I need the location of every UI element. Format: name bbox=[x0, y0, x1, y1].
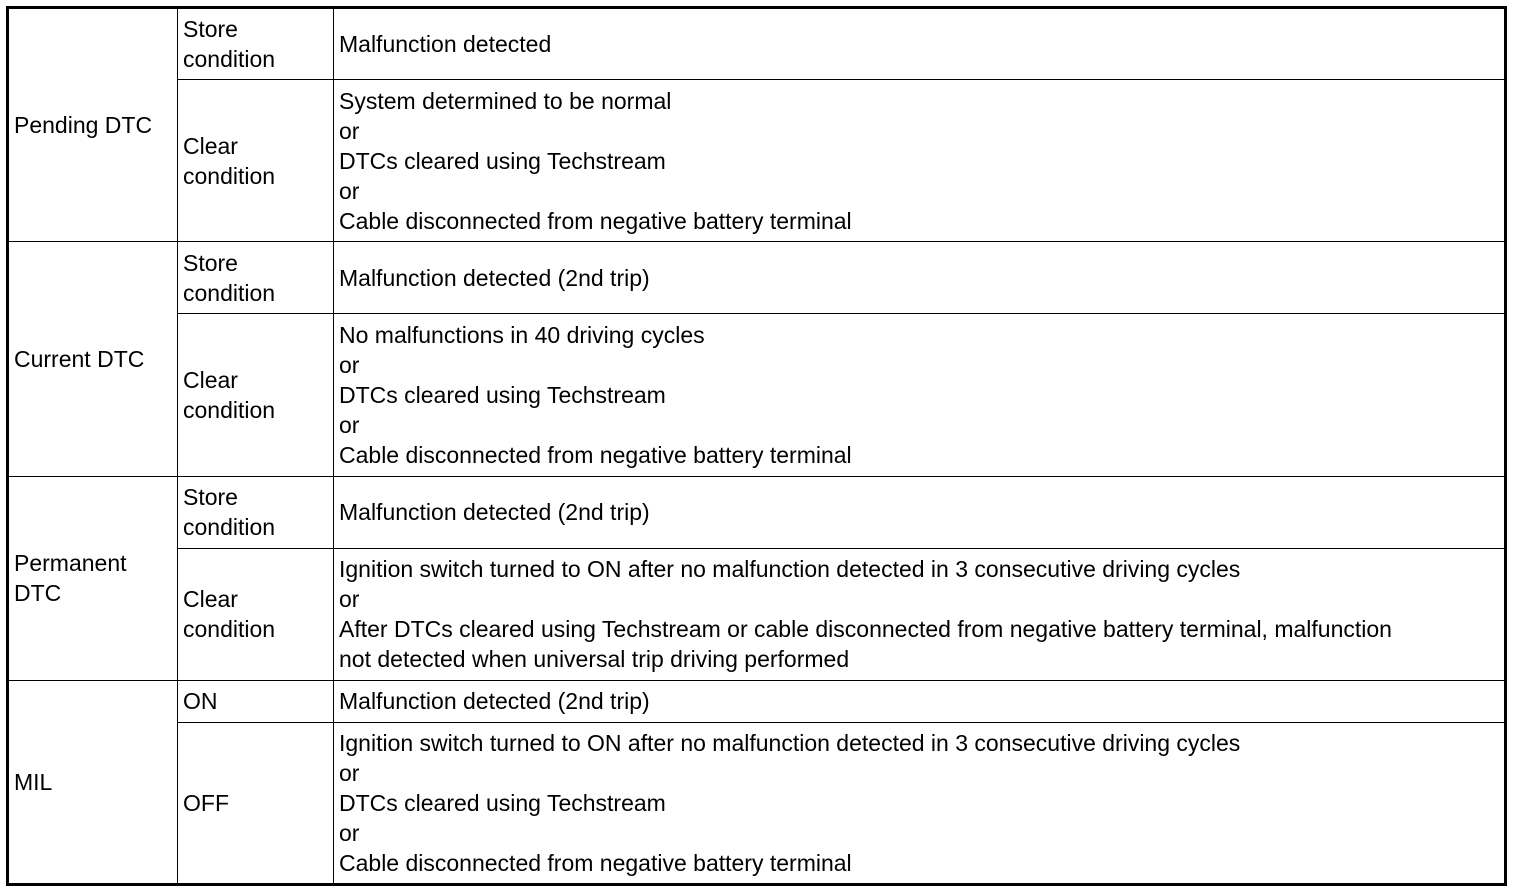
condition-label: Store condition bbox=[178, 242, 334, 314]
table-row bbox=[8, 8, 1506, 80]
row-label-permanent-dtc: Permanent DTC bbox=[8, 476, 178, 680]
condition-description: System determined to be normal or DTCs cleared using Techstream or Cable disconnected from negative battery terminal bbox=[334, 80, 1506, 242]
condition-description: Ignition switch turned to ON after no malfunction detected in 3 consecutive driving cycles or DTCs cleared using Techstream or Cable disconnected from negative battery terminal bbox=[334, 722, 1506, 884]
row-label-pending-dtc: Pending DTC bbox=[8, 8, 178, 242]
condition-description: Malfunction detected (2nd trip) bbox=[334, 242, 1506, 314]
dtc-conditions-table bbox=[6, 6, 1507, 886]
condition-label: OFF bbox=[178, 722, 334, 884]
table-row bbox=[8, 722, 1506, 884]
table-row bbox=[8, 476, 1506, 548]
condition-description: Malfunction detected (2nd trip) bbox=[334, 476, 1506, 548]
table-row bbox=[8, 548, 1506, 680]
row-label-mil: MIL bbox=[8, 680, 178, 884]
table-row bbox=[8, 80, 1506, 242]
condition-label: Clear condition bbox=[178, 548, 334, 680]
row-label-current-dtc: Current DTC bbox=[8, 242, 178, 476]
condition-description: Ignition switch turned to ON after no malfunction detected in 3 consecutive driving cycles or After DTCs cleared using Techstream or cable disconnected from negative battery terminal, malfunction not detected when universal trip driving performed bbox=[334, 548, 1506, 680]
condition-label: Store condition bbox=[178, 8, 334, 80]
table-row bbox=[8, 680, 1506, 722]
condition-description: Malfunction detected (2nd trip) bbox=[334, 680, 1506, 722]
table-row bbox=[8, 242, 1506, 314]
condition-label: ON bbox=[178, 680, 334, 722]
condition-description: No malfunctions in 40 driving cycles or DTCs cleared using Techstream or Cable disconnected from negative battery terminal bbox=[334, 314, 1506, 476]
table-row bbox=[8, 314, 1506, 476]
condition-label: Store condition bbox=[178, 476, 334, 548]
condition-description: Malfunction detected bbox=[334, 8, 1506, 80]
condition-label: Clear condition bbox=[178, 80, 334, 242]
condition-label: Clear condition bbox=[178, 314, 334, 476]
